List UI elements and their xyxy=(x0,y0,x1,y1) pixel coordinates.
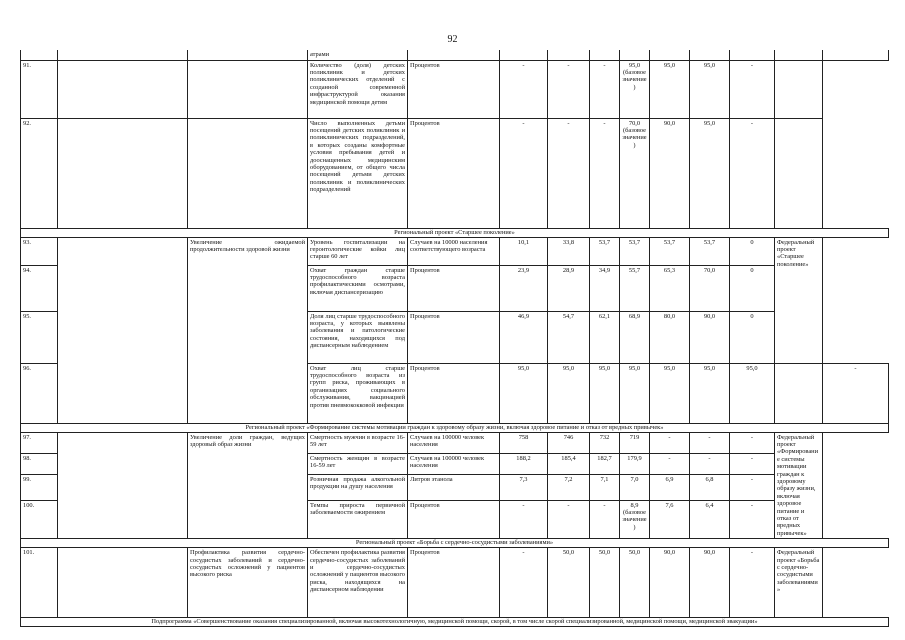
value-cell: - xyxy=(548,60,590,118)
value-cell: 62,1 xyxy=(590,311,620,363)
value-cell: 6,8 xyxy=(690,474,730,500)
row-number: 94. xyxy=(21,265,58,311)
value-cell: - xyxy=(500,60,548,118)
continued-row xyxy=(21,50,889,60)
value-cell: - xyxy=(730,432,775,453)
section-row-healthy xyxy=(21,423,889,432)
value-cell: 50,0 xyxy=(590,548,620,618)
indicator-name: Розничная продажа алкогольной продукции на душу населения xyxy=(308,474,408,500)
indicator-name: Смертность женщин в возрасте 16-59 лет xyxy=(308,453,408,474)
unit-cell: Процентов xyxy=(408,548,500,618)
row-number: 93. xyxy=(21,237,58,265)
value-cell: 95,0 xyxy=(620,363,650,423)
row-number: 92. xyxy=(21,118,58,228)
value-cell: - xyxy=(730,453,775,474)
value-cell: - xyxy=(548,118,590,228)
unit-cell: Процентов xyxy=(408,265,500,311)
value-cell: 0 xyxy=(730,265,775,311)
value-cell: 188,2 xyxy=(500,453,548,474)
value-cell: 70,0 xyxy=(690,265,730,311)
value-cell: 6,9 xyxy=(650,474,690,500)
indicator-name: Смертность мужчин в возрасте 16-59 лет xyxy=(308,432,408,453)
value-cell: 6,4 xyxy=(690,500,730,539)
note-cell: - xyxy=(823,363,889,423)
value-cell: - xyxy=(590,60,620,118)
indicator-table xyxy=(20,50,889,627)
goal-cell xyxy=(188,60,308,118)
value-cell: 10,1 xyxy=(500,237,548,265)
value-cell: 95,0 xyxy=(690,118,730,228)
value-cell: 95,0 xyxy=(730,363,775,423)
value-cell: - xyxy=(650,453,690,474)
value-cell: - xyxy=(690,432,730,453)
indicator-name: Темпы прироста первичной заболеваемости ожирением xyxy=(308,500,408,539)
goal-cell: Профилактика развития сердечно-сосудистых заболеваний и сердечно-сосудистых осложнений у пациентов высокого риска xyxy=(188,548,308,618)
value-cell: 80,0 xyxy=(650,311,690,363)
indicator-name: Число выполненных детьми посещений детских поликлиник и поликлинических подразделений, в которых созданы комфортные условия пребывания детей и дооснащенных медицинским оборудованием, от общего числа посещений детьми детских поликлиник и поликлинических подразделений xyxy=(308,118,408,228)
program-cell xyxy=(58,548,188,618)
indicator-name: Количество (доля) детских поликлиник и детских поликлинических отделений с созданной современной инфраструктурой оказания медицинской помощи детям xyxy=(308,60,408,118)
unit-cell: Случаев на 100000 человек населения xyxy=(408,453,500,474)
table-row xyxy=(21,237,889,265)
value-cell: 8,9 (базовое значение) xyxy=(620,500,650,539)
indicator-name: Охват лиц старше трудоспособного возраста из групп риска, проживающих в организациях социального обслуживания, вакцинацией против пневмококковой инфекции xyxy=(308,363,408,423)
value-cell: 7,0 xyxy=(620,474,650,500)
value-cell: 95,0 xyxy=(690,363,730,423)
row-number: 98. xyxy=(21,453,58,474)
value-cell: 68,9 xyxy=(620,311,650,363)
value-cell: 53,7 xyxy=(590,237,620,265)
unit-cell: Процентов xyxy=(408,363,500,423)
section-row-cardio xyxy=(21,539,889,548)
goal-cell xyxy=(188,118,308,228)
unit-cell: Процентов xyxy=(408,60,500,118)
value-cell: - xyxy=(500,500,548,539)
value-cell: 53,7 xyxy=(650,237,690,265)
note-cell xyxy=(775,60,823,118)
value-cell: - xyxy=(730,60,775,118)
unit-cell: Литров этанола xyxy=(408,474,500,500)
unit-cell: Процентов xyxy=(408,311,500,363)
note-cell xyxy=(775,118,823,228)
note-cell: Федеральный проект «Борьба с сердечно-сосудистыми заболеваниями» xyxy=(775,548,823,618)
indicator-name: Доля лиц старше трудоспособного возраста, у которых выявлены заболевания и патологические состояния, находящихся под диспансерным наблюдением xyxy=(308,311,408,363)
table-row xyxy=(21,60,889,118)
value-cell: 55,7 xyxy=(620,265,650,311)
value-cell: 7,2 xyxy=(548,474,590,500)
value-cell: 732 xyxy=(590,432,620,453)
program-cell xyxy=(58,237,188,423)
value-cell: 95,0 xyxy=(650,60,690,118)
section-title: Региональный проект «Старшее поколение» xyxy=(21,228,889,237)
value-cell: - xyxy=(650,432,690,453)
section-row-older xyxy=(21,228,889,237)
row-number: 91. xyxy=(21,60,58,118)
value-cell: - xyxy=(730,500,775,539)
value-cell: 758 xyxy=(500,432,548,453)
value-cell: 65,3 xyxy=(650,265,690,311)
value-cell: 46,9 xyxy=(500,311,548,363)
indicator-name: Охват граждан старше трудоспособного возраста профилактическими осмотрами, включая диспансеризацию xyxy=(308,265,408,311)
value-cell: - xyxy=(500,548,548,618)
value-cell: 179,9 xyxy=(620,453,650,474)
value-cell: - xyxy=(690,453,730,474)
section-title: Региональный проект «Формирование системы мотивации граждан к здоровому образу жизни, включая здоровое питание и отказ от вредных привычек» xyxy=(21,423,889,432)
program-cell xyxy=(58,60,188,118)
value-cell: - xyxy=(548,500,590,539)
note-cell: Федеральный проект «Формирование системы мотивации граждан к здоровому образу жизни, включая здоровое питание и отказ от вредных привычек» xyxy=(775,432,823,539)
value-cell: 95,0 (базовое значение) xyxy=(620,60,650,118)
goal-cell: Увеличение ожидаемой продолжительности здоровой жизни xyxy=(188,237,308,423)
table-row xyxy=(21,118,889,228)
value-cell: 28,9 xyxy=(548,265,590,311)
unit-cell: Процентов xyxy=(408,500,500,539)
value-cell: 7,1 xyxy=(590,474,620,500)
value-cell: 0 xyxy=(730,237,775,265)
value-cell: - xyxy=(730,474,775,500)
indicator-table-sheet xyxy=(20,50,888,627)
value-cell: 70,0 (базовое значение) xyxy=(620,118,650,228)
table-row xyxy=(21,548,889,618)
row-number: 96. xyxy=(21,363,58,423)
value-cell: 53,7 xyxy=(620,237,650,265)
value-cell: 90,0 xyxy=(690,548,730,618)
value-cell: 50,0 xyxy=(620,548,650,618)
value-cell: 90,0 xyxy=(650,118,690,228)
unit-cell: Случаев на 10000 населения соответствующего возраста xyxy=(408,237,500,265)
value-cell: 95,0 xyxy=(690,60,730,118)
table-row xyxy=(21,432,889,453)
value-cell: 95,0 xyxy=(548,363,590,423)
program-cell xyxy=(58,118,188,228)
value-cell: 53,7 xyxy=(690,237,730,265)
program-cell xyxy=(58,432,188,539)
value-cell: 90,0 xyxy=(690,311,730,363)
section-row-footer xyxy=(21,618,889,627)
unit-cell: Случаев на 100000 человек населения xyxy=(408,432,500,453)
value-cell: 95,0 xyxy=(650,363,690,423)
note-cell: Федеральный проект «Старшее поколение» xyxy=(775,237,823,363)
value-cell: 95,0 xyxy=(500,363,548,423)
value-cell: 34,9 xyxy=(590,265,620,311)
continued-indicator-text: атрами xyxy=(308,50,408,60)
value-cell: - xyxy=(590,500,620,539)
extra-value-cell xyxy=(775,363,823,423)
row-number: 99. xyxy=(21,474,58,500)
value-cell: 182,7 xyxy=(590,453,620,474)
indicator-name: Обеспечен профилактика развития сердечно-сосудистых заболеваний и сердечно-сосудистых осложнений у пациентов высокого риска, находящихся на диспансерном наблюдении xyxy=(308,548,408,618)
unit-cell: Процентов xyxy=(408,118,500,228)
value-cell: 746 xyxy=(548,432,590,453)
value-cell: 7,6 xyxy=(650,500,690,539)
value-cell: - xyxy=(730,118,775,228)
value-cell: - xyxy=(590,118,620,228)
value-cell: 23,9 xyxy=(500,265,548,311)
value-cell: 95,0 xyxy=(590,363,620,423)
value-cell: 33,8 xyxy=(548,237,590,265)
table-body xyxy=(21,50,889,627)
value-cell: - xyxy=(730,548,775,618)
page-number: 92 xyxy=(447,34,458,45)
section-title: Подпрограмма «Совершенствование оказания специализированной, включая высокотехнологичную, медицинской помощи, скорой, в том числе скорой специализированной, медицинской помощи, медицинской эвакуации» xyxy=(21,618,889,627)
value-cell: 185,4 xyxy=(548,453,590,474)
row-number: 95. xyxy=(21,311,58,363)
row-number: 97. xyxy=(21,432,58,453)
section-title: Региональный проект «Борьба с сердечно-сосудистыми заболеваниями» xyxy=(21,539,889,548)
value-cell: 90,0 xyxy=(650,548,690,618)
indicator-name: Уровень госпитализации на геронтологические койки лиц старше 60 лет xyxy=(308,237,408,265)
value-cell: 50,0 xyxy=(548,548,590,618)
value-cell: - xyxy=(500,118,548,228)
row-number: 100. xyxy=(21,500,58,539)
value-cell: 54,7 xyxy=(548,311,590,363)
goal-cell: Увеличение доли граждан, ведущих здоровый образ жизни xyxy=(188,432,308,539)
row-number: 101. xyxy=(21,548,58,618)
value-cell: 7,3 xyxy=(500,474,548,500)
value-cell: 719 xyxy=(620,432,650,453)
value-cell: 0 xyxy=(730,311,775,363)
